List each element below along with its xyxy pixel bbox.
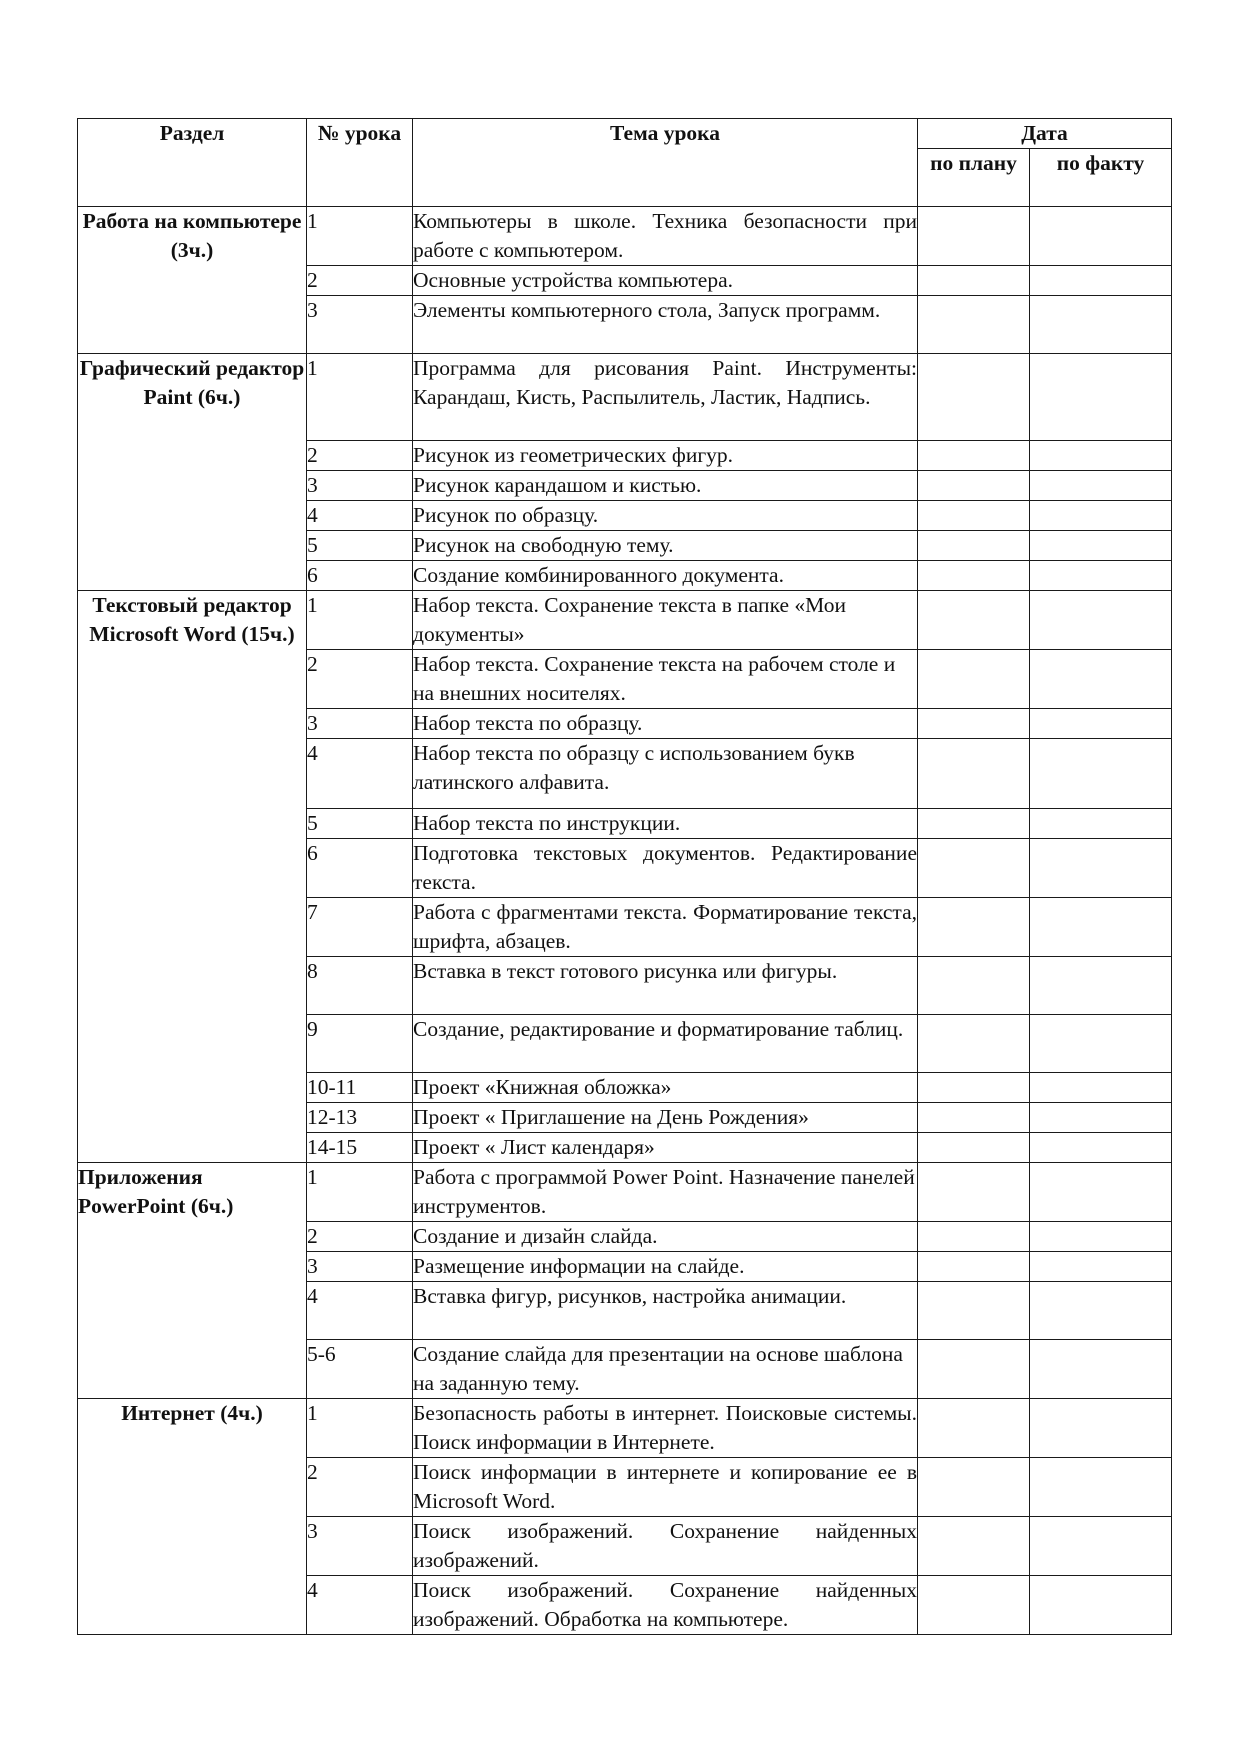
date-by-plan-cell (918, 1222, 1030, 1252)
date-by-fact-cell (1030, 839, 1172, 898)
date-by-plan-cell (918, 207, 1030, 266)
section-title: Приложения PowerPoint (6ч.) (78, 1163, 307, 1399)
table-row (78, 591, 1172, 650)
date-by-fact-cell (1030, 898, 1172, 957)
date-by-fact-cell (1030, 1073, 1172, 1103)
section-title: Интернет (4ч.) (78, 1399, 307, 1635)
lesson-topic: Основные устройства компьютера. (413, 266, 918, 296)
date-by-plan-cell (918, 898, 1030, 957)
table-row (78, 207, 1172, 266)
section-title: Работа на компьютере (3ч.) (78, 207, 307, 354)
date-by-plan-cell (918, 1458, 1030, 1517)
date-by-fact-cell (1030, 354, 1172, 441)
date-by-plan-cell (918, 839, 1030, 898)
table-row (78, 354, 1172, 441)
lesson-number: 6 (307, 839, 413, 898)
date-by-fact-cell (1030, 957, 1172, 1015)
header-date: Дата (918, 119, 1172, 149)
date-by-plan-cell (918, 1163, 1030, 1222)
date-by-fact-cell (1030, 1340, 1172, 1399)
lesson-topic: Вставка в текст готового рисунка или фигуры. (413, 957, 918, 1015)
lesson-topic: Поиск информации в интернете и копирование ее в Microsoft Word. (413, 1458, 918, 1517)
lesson-number: 2 (307, 650, 413, 709)
date-by-plan-cell (918, 591, 1030, 650)
lesson-number: 2 (307, 1222, 413, 1252)
lesson-number: 7 (307, 898, 413, 957)
date-by-fact-cell (1030, 1458, 1172, 1517)
lesson-number: 12-13 (307, 1103, 413, 1133)
lesson-number: 1 (307, 354, 413, 441)
lesson-topic: Работа с программой Power Point. Назначение панелей инструментов. (413, 1163, 918, 1222)
date-by-fact-cell (1030, 1163, 1172, 1222)
lesson-number: 4 (307, 1576, 413, 1635)
lesson-topic: Проект «Книжная обложка» (413, 1073, 918, 1103)
date-by-fact-cell (1030, 531, 1172, 561)
lesson-number: 5 (307, 531, 413, 561)
lesson-number: 3 (307, 709, 413, 739)
lesson-topic: Компьютеры в школе. Техника безопасности при работе с компьютером. (413, 207, 918, 266)
lesson-number: 14-15 (307, 1133, 413, 1163)
lesson-topic: Набор текста. Сохранение текста на рабочем столе и на внешних носителях. (413, 650, 918, 709)
date-by-plan-cell (918, 1282, 1030, 1340)
lesson-number: 2 (307, 1458, 413, 1517)
lesson-number: 3 (307, 1517, 413, 1576)
table-row (78, 1163, 1172, 1222)
date-by-plan-cell (918, 1576, 1030, 1635)
date-by-fact-cell (1030, 591, 1172, 650)
lesson-topic: Проект « Приглашение на День Рождения» (413, 1103, 918, 1133)
lesson-topic: Вставка фигур, рисунков, настройка анимации. (413, 1282, 918, 1340)
lesson-topic: Набор текста по образцу. (413, 709, 918, 739)
date-by-fact-cell (1030, 650, 1172, 709)
date-by-fact-cell (1030, 266, 1172, 296)
lesson-topic: Элементы компьютерного стола, Запуск программ. (413, 296, 918, 354)
lesson-number: 9 (307, 1015, 413, 1073)
date-by-plan-cell (918, 650, 1030, 709)
lesson-number: 4 (307, 1282, 413, 1340)
header-row (78, 119, 1172, 149)
date-by-plan-cell (918, 739, 1030, 809)
lesson-topic: Размещение информации на слайде. (413, 1252, 918, 1282)
header-topic: Тема урока (413, 119, 918, 207)
date-by-fact-cell (1030, 1015, 1172, 1073)
table-body (78, 207, 1172, 1635)
lesson-number: 3 (307, 296, 413, 354)
lesson-topic: Набор текста по образцу с использованием букв латинского алфавита. (413, 739, 918, 809)
date-by-plan-cell (918, 266, 1030, 296)
date-by-fact-cell (1030, 1222, 1172, 1252)
date-by-plan-cell (918, 471, 1030, 501)
section-title: Графический редактор Paint (6ч.) (78, 354, 307, 591)
lesson-number: 5-6 (307, 1340, 413, 1399)
lesson-number: 4 (307, 739, 413, 809)
date-by-fact-cell (1030, 441, 1172, 471)
date-by-plan-cell (918, 1399, 1030, 1458)
lesson-topic: Проект « Лист календаря» (413, 1133, 918, 1163)
date-by-fact-cell (1030, 709, 1172, 739)
date-by-plan-cell (918, 501, 1030, 531)
lesson-topic: Рисунок из геометрических фигур. (413, 441, 918, 471)
lesson-topic: Работа с фрагментами текста. Форматирование текста, шрифта, абзацев. (413, 898, 918, 957)
lesson-topic: Рисунок по образцу. (413, 501, 918, 531)
lesson-number: 3 (307, 1252, 413, 1282)
date-by-fact-cell (1030, 1103, 1172, 1133)
section-title: Текстовый редактор Microsoft Word (15ч.) (78, 591, 307, 1163)
date-by-fact-cell (1030, 1517, 1172, 1576)
date-by-fact-cell (1030, 1252, 1172, 1282)
date-by-plan-cell (918, 1252, 1030, 1282)
header-section: Раздел (78, 119, 307, 207)
date-by-fact-cell (1030, 1576, 1172, 1635)
lesson-topic: Создание комбинированного документа. (413, 561, 918, 591)
lesson-number: 1 (307, 207, 413, 266)
lesson-topic: Набор текста. Сохранение текста в папке «Мои документы» (413, 591, 918, 650)
lesson-plan-table (77, 118, 1172, 1635)
date-by-plan-cell (918, 354, 1030, 441)
lesson-topic: Создание и дизайн слайда. (413, 1222, 918, 1252)
date-by-plan-cell (918, 531, 1030, 561)
date-by-fact-cell (1030, 296, 1172, 354)
date-by-fact-cell (1030, 1133, 1172, 1163)
date-by-plan-cell (918, 1073, 1030, 1103)
date-by-plan-cell (918, 957, 1030, 1015)
lesson-topic: Рисунок на свободную тему. (413, 531, 918, 561)
lesson-number: 4 (307, 501, 413, 531)
lesson-topic: Подготовка текстовых документов. Редактирование текста. (413, 839, 918, 898)
header-by-fact: по факту (1030, 149, 1172, 207)
lesson-number: 1 (307, 591, 413, 650)
lesson-number: 3 (307, 471, 413, 501)
table-row (78, 1399, 1172, 1458)
date-by-plan-cell (918, 441, 1030, 471)
date-by-plan-cell (918, 1517, 1030, 1576)
date-by-fact-cell (1030, 809, 1172, 839)
lesson-topic: Безопасность работы в интернет. Поисковые системы. Поиск информации в Интернете. (413, 1399, 918, 1458)
date-by-plan-cell (918, 1015, 1030, 1073)
date-by-plan-cell (918, 809, 1030, 839)
lesson-topic: Набор текста по инструкции. (413, 809, 918, 839)
date-by-plan-cell (918, 1133, 1030, 1163)
date-by-fact-cell (1030, 501, 1172, 531)
date-by-plan-cell (918, 709, 1030, 739)
date-by-plan-cell (918, 561, 1030, 591)
date-by-fact-cell (1030, 207, 1172, 266)
header-by-plan: по плану (918, 149, 1030, 207)
lesson-number: 10-11 (307, 1073, 413, 1103)
lesson-topic: Программа для рисования Paint. Инструменты: Карандаш, Кисть, Распылитель, Ластик, Надпись. (413, 354, 918, 441)
date-by-plan-cell (918, 1103, 1030, 1133)
lesson-number: 2 (307, 441, 413, 471)
lesson-topic: Создание слайда для презентации на основе шаблона на заданную тему. (413, 1340, 918, 1399)
date-by-fact-cell (1030, 561, 1172, 591)
date-by-fact-cell (1030, 471, 1172, 501)
lesson-topic: Поиск изображений. Сохранение найденных изображений. (413, 1517, 918, 1576)
lesson-number: 2 (307, 266, 413, 296)
date-by-fact-cell (1030, 739, 1172, 809)
lesson-topic: Рисунок карандашом и кистью. (413, 471, 918, 501)
lesson-number: 8 (307, 957, 413, 1015)
header-lesson-no: № урока (307, 119, 413, 207)
lesson-number: 1 (307, 1399, 413, 1458)
lesson-number: 1 (307, 1163, 413, 1222)
date-by-fact-cell (1030, 1399, 1172, 1458)
date-by-plan-cell (918, 296, 1030, 354)
lesson-number: 5 (307, 809, 413, 839)
lesson-topic: Создание, редактирование и форматирование таблиц. (413, 1015, 918, 1073)
date-by-plan-cell (918, 1340, 1030, 1399)
lesson-topic: Поиск изображений. Сохранение найденных изображений. Обработка на компьютере. (413, 1576, 918, 1635)
date-by-fact-cell (1030, 1282, 1172, 1340)
lesson-number: 6 (307, 561, 413, 591)
